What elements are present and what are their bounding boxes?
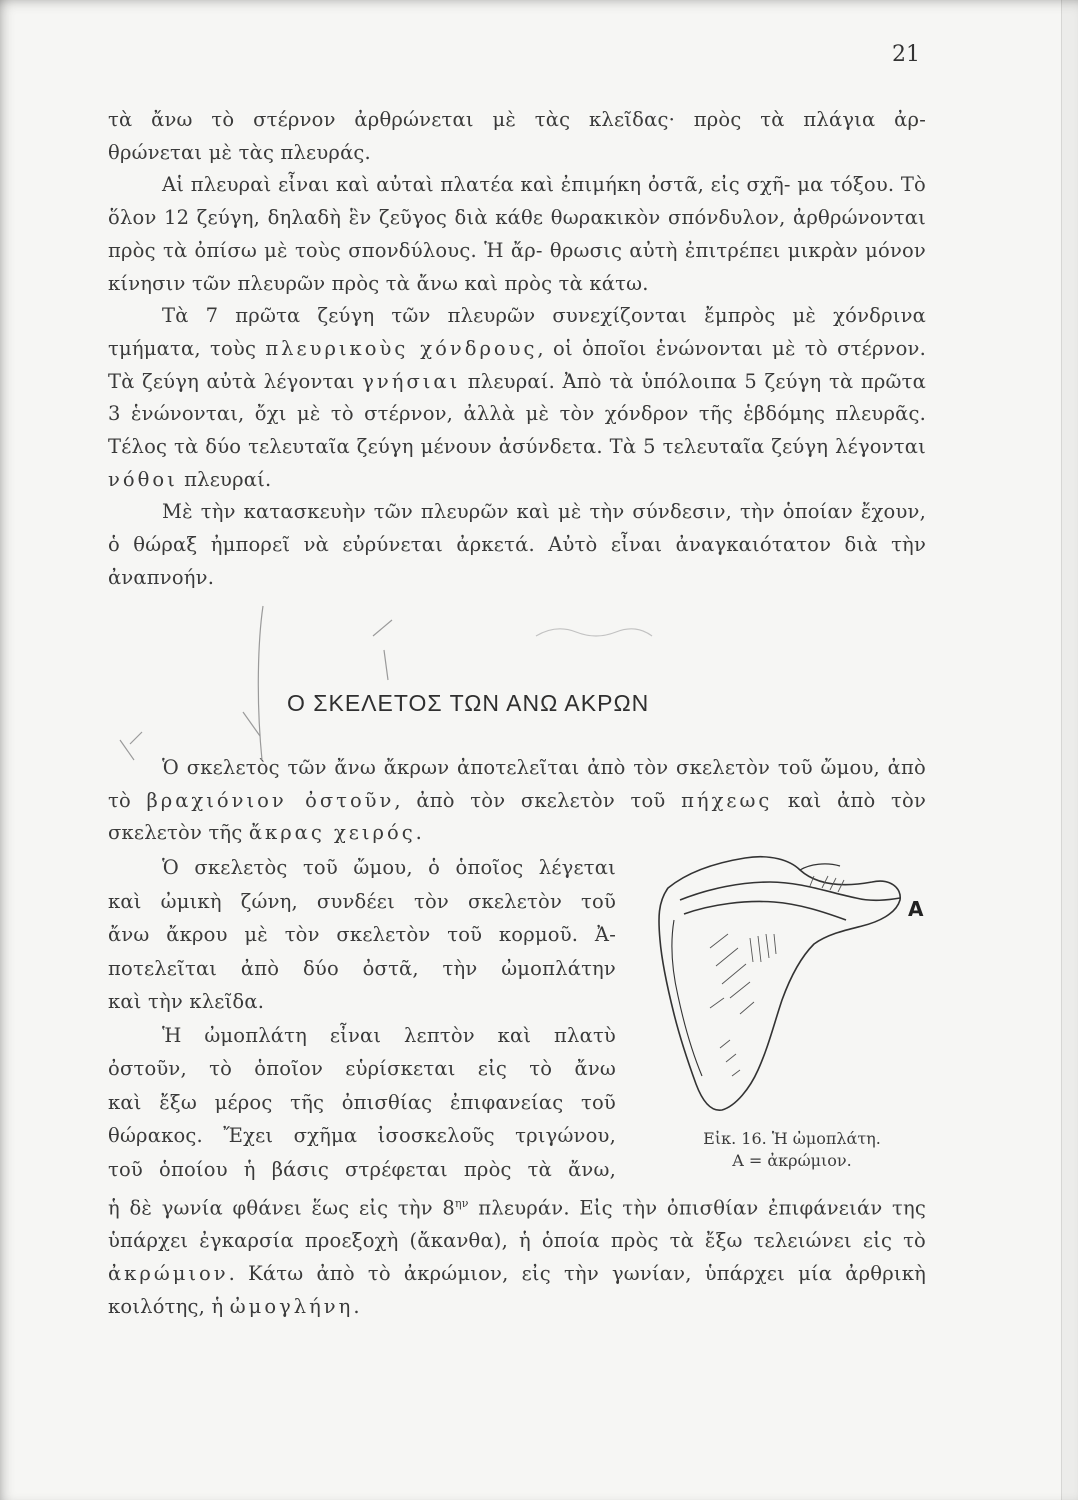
term-true-ribs: γνήσιαι bbox=[362, 369, 461, 393]
term-hand: ἄκρας χειρός bbox=[248, 821, 416, 845]
term-forearm: πήχεως bbox=[681, 788, 773, 812]
term-humerus: βραχιόνιον ὀστοῦν bbox=[146, 788, 395, 812]
text-run: πλευράν. Εἰς τὴν ὀπισθίαν ἐπιφάνειάν της ὑπάρχει ἐγκαρσία προεξοχὴ (ἄκανθα), ἡ ὁποία πρὸς τὰ ἔξω τελειώνει εἰς τὸ bbox=[108, 1196, 926, 1253]
text-run: Τὰ 7 πρῶτα ζεύγη τῶν πλευρῶν συνεχίζονται ἔμπρὸς μὲ χόνδρινα τμήματα, τοὺς bbox=[108, 304, 926, 360]
text-run: , οἱ ὁποῖοι ἑνώνονται μὲ τὸ στέρνον. Τὰ ζεύγη αὐτὰ λέγονται bbox=[108, 336, 926, 393]
figure-label-a: A bbox=[908, 897, 924, 921]
caption-line: Εἰκ. 16. Ἡ ὠμοπλάτη. bbox=[703, 1129, 881, 1148]
superscript: ην bbox=[455, 1197, 469, 1210]
paragraph-true-ribs bbox=[108, 300, 926, 496]
text-run: ἡ δὲ γωνία φθάνει ἕως εἰς τὴν 8 bbox=[108, 1196, 456, 1220]
text-run: , ἀπὸ τὸν σκελετὸν τοῦ bbox=[394, 788, 682, 812]
page-right-edge bbox=[1061, 0, 1078, 1500]
text-line: σπόνδυλον, ἀρθρώνονται πρὸς τὰ ὀπίσω μὲ τοὺς σπονδύλους. Ἡ ἄρ- bbox=[108, 206, 926, 262]
paragraph-thorax: Μὲ τὴν κατασκευὴν τῶν πλευρῶν καὶ μὲ τὴν σύνδεσιν, τὴν ὁποίαν ἔχουν, ὁ θώραξ ἠμπορεῖ νὰ εὐρύνεται ἀρκετά. Αὐτὸ εἶναι ἀναγκαιότατον διὰ τὴν ἀναπνοήν. bbox=[108, 500, 926, 589]
text-line: Αἱ πλευραὶ εἶναι καὶ αὐταὶ πλατέα καὶ ἐπιμήκη ὀστᾶ, εἰς σχῆ- bbox=[162, 173, 791, 197]
col-line: καὶ ἔξω μέρος τῆς ὀπισθίας ἐπιφανείας τοῦ bbox=[108, 1090, 616, 1114]
text-run: καὶ ἀπὸ τὸν σκελετὸν τῆς bbox=[108, 788, 926, 845]
caption-line: Α = ἀκρώμιον. bbox=[732, 1151, 852, 1170]
col-line: ποτελεῖται ἀπὸ δύο ὀστᾶ, τὴν ὠμοπλάτην bbox=[108, 956, 616, 980]
text-run: . bbox=[353, 1294, 360, 1318]
text-line: θρωσις αὐτὴ ἐπιτρέπει μικρὰν μόνον κίνησιν τῶν πλευρῶν πρὸς τὰ bbox=[108, 238, 926, 295]
term-costal-cartilages: πλευρικοὺς χόνδρους bbox=[265, 336, 538, 360]
col-line: Ἡ ὠμοπλάτη εἶναι λεπτὸν καὶ πλατὺ bbox=[162, 1023, 616, 1047]
term-glenoid: ὠμογλήνη bbox=[229, 1294, 354, 1318]
text-run: πλευραί. bbox=[177, 467, 272, 491]
col-line: τοῦ ὁποίου ἡ βάσις στρέφεται πρὸς τὰ ἄνω, bbox=[108, 1157, 616, 1181]
text-line: ἄνω καὶ πρὸς τὰ κάτω. bbox=[416, 271, 649, 295]
text-line: μα τόξου. Τὸ ὅλον 12 ζεύγη, δηλαδὴ ἓν ζεῦγος διὰ κάθε θωρακικὸν bbox=[108, 173, 926, 230]
col-line: Ὁ σκελετὸς τοῦ ὤμου, ὁ ὁποῖος λέγεται bbox=[162, 856, 616, 879]
scapula-figure bbox=[650, 848, 940, 1128]
text-line: θρώνεται μὲ τὰς πλευράς. bbox=[108, 140, 371, 164]
text-run: . Κάτω ἀπὸ τὸ ἀκρώμιον, εἰς τὴν γωνίαν, ὑπάρχει μία ἀρθρικὴ κοιλότης, ἡ bbox=[108, 1261, 926, 1318]
term-acromion: ἀκρώμιον bbox=[108, 1261, 229, 1285]
column-text bbox=[108, 851, 616, 1186]
text-run: πλευραί. Ἀπὸ τὰ ὑπόλοιπα 5 ζεύγη τὰ πρῶτα 3 ἑνώνονται, ὄχι μὲ τὸ στέρνον, ἀλλὰ μὲ τὸν χόνδρον τῆς ἑβδόμης πλευρᾶς. Τέλος τὰ δύο τελευταῖα ζεύγη μένουν ἀσύνδετα. Τὰ 5 τελευταῖα ζεύγη λέγονται bbox=[108, 369, 926, 459]
col-line: ἄνω ἄκρου μὲ τὸν σκελετὸν τοῦ κορμοῦ. Ἀ- bbox=[108, 923, 616, 946]
text-run: . bbox=[415, 821, 423, 845]
col-line: καὶ τὴν κλεῖδα. bbox=[108, 990, 265, 1013]
text-run: Ὁ σκελετὸς τῶν ἄνω ἄκρων ἀποτελεῖται ἀπὸ τὸν σκελετὸν τοῦ ὤμου, ἀπὸ τὸ bbox=[108, 756, 926, 812]
paragraph-acromion bbox=[108, 1188, 926, 1323]
term-false-ribs: νόθοι bbox=[108, 467, 178, 491]
text-line: τὰ ἄνω τὸ στέρνον ἀρθρώνεται μὲ τὰς κλεῖδας· πρὸς τὰ πλάγια ἀρ- bbox=[108, 108, 926, 131]
page-number: 21 bbox=[892, 42, 920, 67]
spine-lower-edge bbox=[684, 902, 846, 921]
paragraph-upper-limb bbox=[108, 752, 926, 850]
figure-caption bbox=[664, 1128, 920, 1172]
body-text-top bbox=[108, 104, 926, 595]
scapular-spine bbox=[680, 882, 900, 900]
section-heading: Ο ΣΚΕΛΕΤΟΣ ΤΩΝ ΑΝΩ ΑΚΡΩΝ bbox=[287, 690, 650, 716]
paragraph-ribs bbox=[108, 169, 926, 300]
col-line: ὀστοῦν, τὸ ὁποῖον εὑρίσκεται εἰς τὸ ἄνω bbox=[108, 1057, 616, 1080]
col-line: καὶ ὠμικὴ ζώνη, συνδέει τὸν σκελετὸν τοῦ bbox=[108, 889, 616, 913]
col-line: θώρακος. Ἔχει σχῆμα ἰσοσκελοῦς τριγώνου, bbox=[108, 1124, 616, 1147]
